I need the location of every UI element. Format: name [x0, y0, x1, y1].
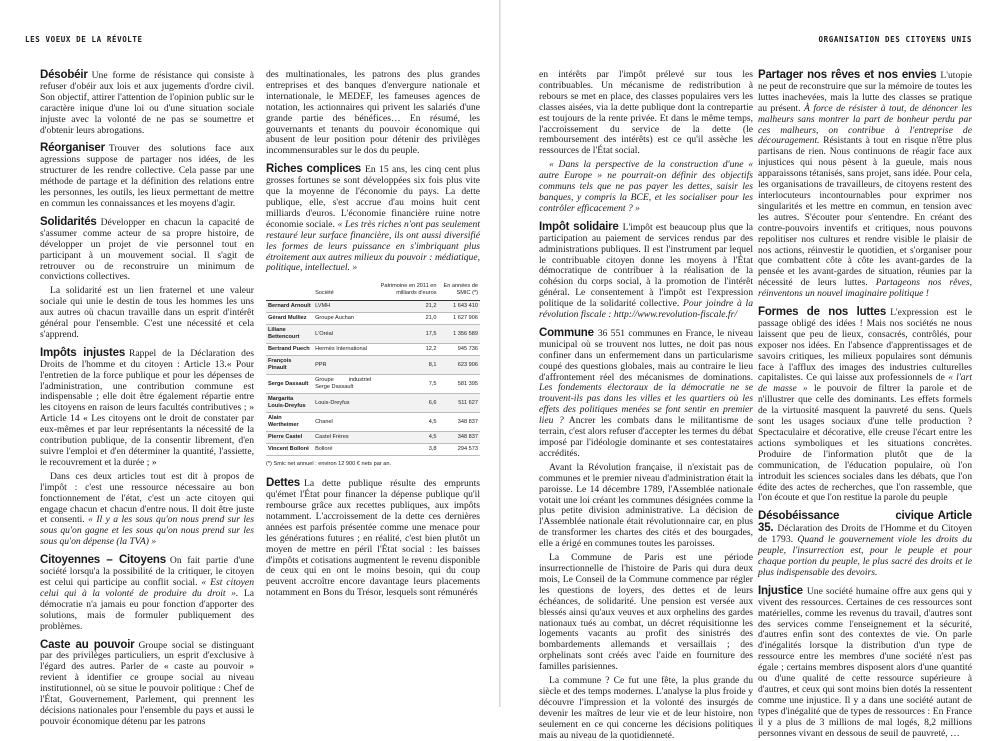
- section-dettes: [266, 478, 480, 599]
- section-title: Désobéir: [40, 69, 88, 81]
- table-note: (*) Smic net annuel : environ 12 900 € nets par an.: [266, 461, 392, 468]
- section-text: La démocratie n'a jamais eu pour fonction d'apporter des solutions, mais de formuler publiquement des problèmes.: [40, 587, 254, 632]
- table-row: [266, 301, 480, 313]
- section-quote: À force de résister à tout, de dénoncer les malheurs sans montrer la part de bonheur perdu par ces malheurs, on contribue à l'entreprise de découragement.: [758, 102, 972, 147]
- table-cell: LVMH: [313, 301, 373, 313]
- table-cell: Castel Frères: [313, 432, 373, 444]
- section-quote: Les fondements électoraux de la démocratie ne se trouvent-ils pas dans les villes et les quartiers où les effets des politiques menées se font sentir en premier lieu ?: [539, 382, 753, 427]
- table-row: [266, 413, 480, 432]
- table-cell: 623 906: [439, 356, 481, 375]
- left-column-1: [40, 69, 255, 727]
- section-paragraph: en intérêts par l'impôt prélevé sur tous les contribuables. Un mécanisme de redistribution à rebours se met en place, des classes populaires vers les classes aisées, via la dette publique dont la contrepartie est toujours de la rente privée. Et dans le même temps, l'accroissement du service de la dette (le remboursement des intérêts) est ce qu'il assèche les ressources de l'État social.: [539, 69, 753, 157]
- table-cell: François Pinault: [266, 356, 313, 375]
- table-cell: 945 736: [439, 344, 481, 356]
- table-cell: L'Oréal: [313, 325, 373, 344]
- table-cell: Hermès International: [313, 344, 373, 356]
- section-paragraph: La Commune de Paris est une période insurrectionnelle de l'histoire de Paris qui dura deux mois, Le Conseil de la Commune commence par régler les questions de loyers, des dettes et de leurs échéances, de solidarité. Une pension est versée aux blessés ainsi qu'aux veuves et aux orphelins des gardes nationaux tués au combat, un décret réquisitionne les logements vacants au profit des sinistrés des bombardements allemands et versaillais ; des orphelinats sont créés avec l'aide en fourniture des familles parisiennes.: [539, 552, 753, 673]
- section-title: Caste au pouvoir: [40, 638, 135, 651]
- table-cell: 581 395: [439, 375, 481, 394]
- section-quote: « Est citoyen celui qui à la volonté de produire du droit ».: [40, 576, 254, 599]
- table-cell: Bertrand Puech: [266, 344, 313, 356]
- section-desobeir: [40, 70, 254, 136]
- section-caste: [40, 640, 254, 728]
- section-quote: Quand le gouvernement viole les droits du peuple, l'insurrection est, pour le peuple et pour chaque portion du peuple, le plus sacré des droits et le plus indispensable des devoirs.: [758, 534, 972, 578]
- table-row: [266, 432, 480, 444]
- section-quote: « Il y a les sous qu'on nous prend sur les sous qu'on gagne et les sous qu'on nous prend sur les sous qu'on dépense (la TVA) »: [40, 514, 254, 548]
- article-label: Article 35.: [758, 510, 972, 535]
- table-cell: PPR: [313, 356, 373, 375]
- section-text: L'expression est le passage obligé des idées ! Mais nos sociétés ne nous laissent que peu de lieux, consacrés, contrôlés, pour exposer nos idées. En l'absence d'apprentissages et de savoirs critiques, les milieux populaires sont démunis face à l'afflux des images des industries culturelles capitalistes. Ce qui laisse aux professionnels de: [758, 307, 972, 384]
- section-paragraph: Avant la Révolution française, il n'existait pas de communes et le premier niveau d'administration était la paroisse. Le 14 décembre 1789, l'Assemblée nationale votait une loi créant les communes désignées comme la plus petite division administrative. La décision de l'Assemblée nationale était révolutionnaire car, en plus de transformer les chartes des cités et des bourgades, elle a érigé en communes toutes les paroisses.: [539, 461, 753, 550]
- section-paragraph: La solidarité est un lien fraternel et une valeur sociale qui unie le destin de tous les hommes les uns aux autres où chacun travaille dans un esprit d'intérêt général pour l'ensemble. C'est une nécessité et cela s'apprend.: [40, 285, 254, 340]
- table-row: [266, 344, 480, 356]
- section-commune: [539, 328, 753, 741]
- section-title: Riches complices: [266, 163, 361, 176]
- section-citoyennes: [40, 555, 254, 632]
- table-header: [266, 281, 313, 301]
- section-text: 36 551 communes en France, le niveau municipal où se trouvent nos luttes, ne doit pas nous confiner dans un enfermement dans un particularisme coupé des questions globales, mais au contraire le lieu d'affrontement réel des mécanismes de dominations.: [539, 327, 753, 383]
- section-partager: [758, 70, 972, 300]
- section-text: La dette publique résulte des emprunts qu'émet l'État pour financer la dépense publique qu'il rembourse grâce aux recettes publiques, aux impôts notamment. L'accroissement de la dette ces dernières années est parfois présentée comme une menace pour les générations futures ; en réalité, c'est bien plutôt un moyen de mettre en péril l'État social : les baisses d'impôts et cotisations augmentent le revenu disponible de ceux qui en ont le moins besoin, qui du coup peuvent accroître encore davantage leurs placements notamment en Bons du Trésor, lesquels sont rémunérés: [266, 478, 480, 599]
- section-title: Impôt solidaire: [539, 220, 619, 233]
- table-cell: 8,1: [373, 356, 438, 375]
- section-title: Dettes: [266, 477, 300, 490]
- section-text: Ancrer les combats dans le militantisme de terrain, c'est alors refuser d'accepter les termes du débat imposé par l'idéologie dominante et ses contestataires accrédités.: [539, 415, 753, 459]
- table-cell: Liliane Bettencourt: [266, 325, 313, 344]
- section-text: Une société humaine offre aux gens qui y vivent des ressources. Certaines de ces ressources sont matérielles, comme les revenus du travail, d'autres sont des services comme l'enseignement et la sécurité, d'autres enfin sont des contextes de vie. On parle d'inégalités lorsque la distribution d'un type de ressource entre les membres d'une société n'est pas égale ; certains membres disposent alors d'une quantité ou d'une qualité de cette ressource supérieure à d'autres, et ceux qui sont moins bien dotés la ressentent comme une injustice. Il y a dans une société autant de types d'inégalité que de types de ressources : En France il y a plus de 3 millions de mal logés, 8,2 millions personnes vivant en dessous de seuil de pauvreté, …: [758, 585, 972, 739]
- section-injustice: [758, 586, 972, 740]
- section-impots-injustes: [40, 348, 254, 548]
- table-cell: Margarita Louis-Dreyfus: [266, 394, 313, 413]
- table-cell: 21,2: [373, 301, 438, 313]
- section-title: Citoyennes – Citoyens: [40, 554, 166, 567]
- table-header: En années de SMIC (*): [439, 281, 481, 301]
- section-paragraph: Dans ces deux articles tout est dit à propos de l'impôt : c'est une ressource nécessaire au bon fonctionnement de l'état, c'est un acte citoyen qui engage chacun et chacun d'entre nous. Il doit être juste et consenti.: [40, 470, 254, 526]
- section-caste-continued: [266, 70, 480, 157]
- section-title: Désobéissance civique: [758, 510, 934, 523]
- section-paragraph: des multinationales, les patrons des plus grandes entreprises et des banques d'envergure nationale et internationale, le MEDEF, les fameuses agences de notation, les actionnaires qui privent les salariés d'une grande partie des bénéfices… En résumé, les gouvernants et tenants du pouvoir économique qui abusent de leur position pour détenir des privilèges incommensurables sur le dos du peuple.: [266, 69, 480, 157]
- section-title: Réorganiser: [40, 142, 105, 155]
- section-impot-solidaire: [539, 222, 753, 321]
- section-text: Trouver des solutions face aux agressions suppose de partager nos idées, de les structurer de les rendre collective. Cela passe par une méthode de partage et la définition des relations entre les personnes, les outils, les lieux permettant de mettre en commun les connaissances et les moyens d'agir.: [40, 143, 254, 209]
- table-row: [266, 444, 480, 456]
- table-header: Patrimoine en 2011 en milliards d'euros: [373, 281, 438, 301]
- table-cell: Alain Wertheimer: [266, 413, 313, 432]
- section-title: Injustice: [758, 584, 803, 597]
- table-cell: 1 643 410: [439, 301, 481, 313]
- table-header: Société: [313, 281, 373, 301]
- revolution-fiscale-link[interactable]: Pour joindre à la révolution fiscale : http://www.revolution-fiscale.fr/: [539, 298, 753, 321]
- left-column-2: [266, 70, 480, 690]
- table-cell: 1 627 906: [439, 313, 481, 325]
- table-cell: 1 356 589: [439, 325, 481, 344]
- section-quote: « l'art de masse »: [758, 372, 972, 395]
- table-row: [266, 356, 480, 375]
- section-title: Commune: [539, 326, 594, 339]
- table-row: [266, 375, 480, 394]
- table-cell: Groupe industriel Serge Dassault: [313, 375, 373, 394]
- table-row: [266, 325, 480, 344]
- right-column-2: [758, 69, 972, 739]
- table-cell: 7,5: [373, 375, 438, 394]
- section-paragraph: La commune ? Ce fut une fête, la plus grande du siècle et des temps modernes. L'analyse la plus froide y découvre l'impression et la volonté des insurgés de devenir les maîtres de leur vie et de leur histoire, non seulement en ce qui concerne les décisions politiques mais au niveau de la quotidienneté.: [539, 675, 753, 741]
- table-header-row: [266, 281, 480, 301]
- section-title: Impôts injustes: [40, 346, 126, 359]
- section-text: Résistants à tout en risque n'être plus partisans de rien. Nous continuons de réagir face aux injustices qui nous pèsent à la gueule, mais nous apparaissons tétanisés, sans projet, sans idée. Pour cela, les organisations de travailleurs, de citoyens restent des interlocuteurs incontournables pour exprimer nos singularités et les mettre en commun, en tension avec les autres. S'écouter pour s'entendre. En créant des contre-pouvoirs inventifs et critiques, nous pouvons repolitiser nos cultures et rendre visible le plaisir de nos actions, réinvestir le quotidien, et s'organiser pour que combattent côte à côte les avant-gardes de la pensée et les avant-gardes de situation, réunies par la nécessité de leurs luttes.: [758, 135, 972, 289]
- section-title: Partager nos rêves et nos envies: [758, 69, 937, 81]
- section-title: Formes de nos luttes: [758, 306, 887, 319]
- section-text: Déclaration des Droits de l'Homme et du Citoyen de 1793.: [758, 523, 972, 546]
- section-text: L'impôt est beaucoup plus que la participation au paiement de services rendus par des administrations publiques. Il est l'instrument par lequel le contribuable citoyen donne les moyens à l'État démocratique de contribuer à la réalisation de la cohésion du corps social, à la promotion de l'intérêt général. Le consentement à l'impôt est l'expression politique de la solidarité collective.: [539, 221, 753, 310]
- table-cell: Gérard Mulliez: [266, 313, 313, 325]
- table-row: [266, 313, 480, 325]
- table-cell: 294 573: [439, 444, 481, 456]
- table-cell: Louis-Dreyfus: [313, 394, 373, 413]
- table-cell: Vincent Bolloré: [266, 444, 313, 456]
- table-cell: Bernard Arnoult: [266, 301, 313, 313]
- section-formes: [758, 307, 972, 504]
- running-header-left: LES VOEUX DE LA RÉVOLTE: [25, 35, 143, 44]
- section-text: Rappel de la Déclaration des Droits de l'homme et du citoyen : Article 13.« Pour l'entretien de la force publique et pour les dépenses de l'administration, une contribution commune est indispensable ; elle doit être également répartie entre les citoyens en raison de leurs facultés contributives ; » Article 14 « Les citoyens ont le droit de constater par eux-mêmes et par leur représentants la nécessité de la contribution publique, de la consentir librement, d'en suivre l'emploi et d'en déterminer la quantité, l'assiette, le recouvrement et la durée ; »: [40, 347, 254, 468]
- section-text: Groupe social se distinguant par des privilèges particuliers, un esprit d'exclusive à l'égard des autres. Parler de « caste au pouvoir » revient à identifier ce groupe social au niveau institutionnel, où se situe le pouvoir politique : Chef de l'État, Gouvernement, Parlement, qui prennent les décisions nationales pour l'ensemble du pays et aussi le pouvoir économique détenu par les patrons: [40, 639, 254, 727]
- section-reorganiser: [40, 143, 254, 209]
- table-cell: Groupe Auchan: [313, 313, 373, 325]
- table-cell: 12,2: [373, 344, 438, 356]
- section-dettes-continued: [539, 70, 753, 215]
- section-text: L'utopie ne peut de reconstruire que sur la mémoire de toutes les luttes inachevées, mais la lutte des classes se pratique au présent.: [758, 70, 972, 114]
- right-page: [500, 0, 1000, 741]
- table-cell: 511 627: [439, 394, 481, 413]
- table-cell: 4,5: [373, 432, 438, 444]
- section-title: Solidarités: [40, 215, 97, 228]
- section-solidarites: [40, 217, 254, 341]
- table-cell: 21,0: [373, 313, 438, 325]
- left-page: [0, 0, 500, 727]
- table-cell: 4,5: [373, 413, 438, 432]
- right-column-1: [539, 69, 753, 741]
- section-text: On fait partie d'une société lorsqu'a la possibilité de la critiquer, le citoyen est celui qui participe au conflit social.: [40, 555, 255, 588]
- table-cell: Chanel: [313, 413, 373, 432]
- table-cell: 6,6: [373, 394, 438, 413]
- table-cell: 348 837: [439, 413, 481, 432]
- table-cell: 17,5: [373, 325, 438, 344]
- table-row: [266, 394, 480, 413]
- table-cell: 3,8: [373, 444, 438, 456]
- section-desobeissance: [758, 511, 972, 578]
- table-cell: Bolloré: [313, 444, 373, 456]
- table-cell: Pierre Castel: [266, 432, 313, 444]
- table-cell: 348 837: [439, 432, 481, 444]
- table-cell: Serge Dassault: [266, 375, 313, 394]
- section-quote: « Dans la perspective de la construction d'une « autre Europe » ne pourrait-on définir des objectifs communs tels que ne pas payer les dettes, saisir les banques, y compris la BCE, et les socialiser pour les contrôler efficacement ? »: [539, 159, 753, 214]
- section-text: le pouvoir de filtrer la parole et de n'illustrer que celle des dominants. Les effets formels de la virtuosité masquent la pauvreté du sens. Quels sont les usages sociaux d'une telle production ? Spectaculaire et décorative, elle creuse l'écart entre les actions symboliques et les situations concrètes. Produire de l'information plutôt que de la communication, de l'éducation populaire, où l'on introduit les sciences sociales dans les débats, que l'on édite des actes de recherches, que l'on rassemble, que l'on écoute et que l'on restitue la parole du peuple: [758, 383, 972, 504]
- section-riches: [266, 164, 480, 274]
- section-text: Développer en chacun la capacité de s'assumer comme acteur de sa propre histoire, de développer un projet de vie personnel tout en participant à un mouvement social. Il s'agit de retrouver ou de reconstruire un minimum de convictions collectives.: [40, 216, 254, 283]
- section-quote: Partageons nos rêves, réinventons un nouvel imaginaire politique !: [758, 277, 972, 300]
- running-header-right: ORGANISATION DES CITOYENS UNIS: [818, 35, 972, 44]
- section-quote: « Les très riches n'ont pas seulement restauré leur surface financière, ils ont aussi diversifié les formes de leurs puissance en s'imbriquant plus étroitement aux autres milieux du pouvoir : médiatique, politique, intellectuel. »: [266, 218, 481, 274]
- fortunes-table: [266, 281, 480, 456]
- section-text: En 15 ans, les cinq cent plus grosses fortunes se sont développées six fois plus vite que la moyenne de l'économie du pays. La dette publique, elle, s'est accrue d'au moins huit cent milliards d'euros. L'économie financière ruine notre économie sociale.: [266, 164, 480, 230]
- section-text: Une forme de résistance qui consiste à refuser d'obéir aux lois et aux jugements d'ordre civil. Son objectif, attirer l'attention de l'opinion public sur le caractère inique d'une loi ou d'une situation sociale injuste avec la volonté de ne pas se soumettre et d'obtenir leurs abrogations.: [40, 70, 254, 136]
